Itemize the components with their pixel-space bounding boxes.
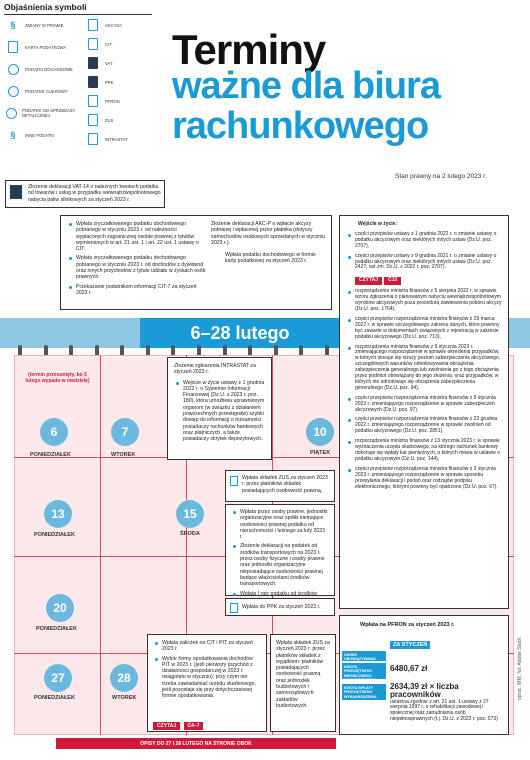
cit-item-2: Wpłata zryczałtowanego podatku dochodowego pobranego w styczniu 2023 r. od dochodów z dywidend oraz innych przychodów z tytułu udziału w zyskach osób prawnych. xyxy=(67,255,207,280)
doc-icon xyxy=(86,132,100,146)
pfron-contribution xyxy=(390,684,505,723)
legend-item xyxy=(86,113,152,127)
vat-icon xyxy=(10,185,22,199)
pfron-contribution-value: 2634,39 zł × liczba pracowników xyxy=(390,682,459,699)
in-force-item: części przepisów rozporządzenia ministra finansów z 29 marca 2022 r. w sprawie szczegółowego zakresu danych, które powinny być zawarte w dokumentach związanych z rejestracją w zakresie podatku akcyzowego (Dz.U. poz. 713), xyxy=(346,317,502,341)
in-force-heading: Wejście w życie: xyxy=(358,221,398,227)
cit-item-3: Przekazanie podatnikom informacji CIT-7 za styczeń 2023 r. xyxy=(67,284,207,297)
legend-item-label: ZMIANY W PRAWIE xyxy=(25,22,64,28)
legend-item xyxy=(86,56,152,70)
legend-item xyxy=(6,106,82,120)
akc-text: Złożenie deklaracji AKC-P o wpłacie akcyzy pobranej i wpłaconej przez płatnika (dotyczy samochodów osobowych sprzedanych w styczniu 2023 r.). xyxy=(211,221,326,246)
czytaj-ref: C4–7 xyxy=(184,722,204,730)
legal-status: Stan prawny na 2 lutego 2023 r. xyxy=(395,173,487,180)
doc-icon xyxy=(86,37,100,51)
legend-item-label: KARTA PODATKOWA xyxy=(25,44,67,50)
pfron-row-label: KWOTA PRZECIĘTNEGO MIESIĘCZNEGO WYNAGRODZENIA xyxy=(342,663,386,679)
pfron-row-label: OKRES OBOWIĄZYWANIA xyxy=(342,651,386,661)
property-tax-box xyxy=(225,504,335,596)
day-28: 28 xyxy=(110,664,138,692)
doc-icon xyxy=(86,18,100,32)
szif-text: Wejście w życie ustawy z 1 grudnia 2022 r. o Systemie Informacji Finansowej (Dz.U. z 2023 r. poz. 180), która umożliwia uprawnionym organom (w związku z działaniem powszechnych przestępstw) szybki dostęp do informacji o tożsamości posiadaczy rachunków bankowych oraz płatniczych, a także posiadaczy skrytek depozytowych. xyxy=(174,380,265,443)
legend-item xyxy=(86,132,152,146)
czytaj-label: CZYTAJ xyxy=(355,277,382,285)
legend-title: Objaśnienia symboli xyxy=(4,2,87,12)
vat14-box xyxy=(5,180,165,208)
karta-text: Wpłata podatku dochodowego w formie karty podatkowej za styczeń 2023 r. xyxy=(225,252,316,265)
in-force-item: części przepisów rozporządzenia ministra finansów z 22 grudnia 2022 r. zmieniającego rozporządzenie w sprawie zwolnień od podatku akcyzowego (Dz.U. poz. 2851), xyxy=(346,417,502,435)
legend-item-label: ZUS xyxy=(105,117,114,123)
cit-pit-item-2: Wybór formy opodatkowania dochodów PIT w 2023 r. (jeśli pierwszy przychód z działalności gospodarczej w 2023 r. osiągnięto w styczniu); przy czym nie trzeba zawiadamiać urzędu skarbowego, jeśli pozostaje się przy dotychczasowej formie opodatkowania. xyxy=(153,656,261,700)
legend-item xyxy=(6,62,82,76)
section-icon: § xyxy=(10,19,16,30)
coin-icon xyxy=(6,106,17,120)
czytaj-badge-1 xyxy=(153,720,203,734)
legend-item-label: PODATEK CUKROWY xyxy=(25,88,68,94)
legend-item-label: PODATKI DOCHODOWE xyxy=(25,66,73,72)
pfron-note: ustalona zgodnie z art. 21 ust. 1 ustawy z 27 sierpnia 1997 r. o rehabilitacji zawodowej i społecznej oraz zatrudnianiu osób niepełnosprawnych (t.j. Dz.U. z 2022 r. poz. 573) xyxy=(390,698,498,722)
legend-item xyxy=(6,40,82,54)
property-tax-item-2: Złożenie deklaracji na podatek od środków transportowych na 2023 r. przez osoby fizyczne i osoby prawne oraz jednostki organizacyjne nieposiadające osobowości prawnej będące właścicielami środków transportowych. xyxy=(231,543,329,587)
day-20-label: PONIEDZIAŁEK xyxy=(36,626,77,632)
person-icon xyxy=(230,603,238,613)
legend-item-label: PFRON xyxy=(105,98,120,104)
zus-icon xyxy=(230,476,238,486)
in-force-item: rozporządzenia ministra finansów z 13 stycznia 2023 r. w sprawie wyznaczenia urzędu skarbowego, na którego rachunek bankowy dokonuje się wpłaty kar pieniężnych, o których mowa w ustawie o podatku akcyzowym (Dz.U. poz. 144), xyxy=(346,439,502,463)
legend-item xyxy=(86,94,152,108)
legend-item xyxy=(86,75,152,89)
legend-item-label: VAT xyxy=(105,60,113,66)
day-27-label: PONIEDZIAŁEK xyxy=(34,695,75,701)
footer-note: OPISY DO 27 I 28 LUTEGO NA STRONIE OBOK xyxy=(56,738,336,749)
card-icon xyxy=(6,40,20,54)
cit-pit-item-1: Wpłata zaliczek na CIT i PIT za styczeń 2023 r. xyxy=(153,640,261,653)
property-tax-item-1: Wpłata przez osoby prawne, jednostki organizacyjne oraz spółki niemające osobowości prawnej podatku od nieruchomości i leśnego za luty 2023 r. xyxy=(231,509,329,540)
ppk-box xyxy=(225,598,335,616)
legend-item-label: INNE PODATKI xyxy=(25,132,55,138)
day-7: 7 xyxy=(111,418,139,446)
day-13: 13 xyxy=(44,500,72,528)
day-15-label: ŚRODA xyxy=(180,531,200,537)
date-range-title: 6–28 lutego xyxy=(140,318,340,348)
coin-icon xyxy=(6,62,20,76)
pfron-salary-value: 6480,67 zł xyxy=(390,664,428,673)
czytaj-ref: C12 xyxy=(384,277,401,285)
legend-item xyxy=(6,84,82,98)
czytaj-badge-2 xyxy=(346,275,502,289)
in-force-item: części przepisów rozporządzenia ministra finansów z 9 stycznia 2023 r. zmieniającego rozporządzenie w sprawie zabezpieczeń akcyzowych (Dz.U. poz. 97), xyxy=(346,396,502,414)
ppk-text: Wpłata do PPK za styczeń 2023 r. xyxy=(242,604,321,610)
pfron-box xyxy=(339,615,509,735)
pfron-column-header: ZA STYCZEŃ xyxy=(390,641,430,649)
day-10-label: PIĄTEK xyxy=(310,450,331,456)
day-15: 15 xyxy=(176,500,204,528)
title-part-b: rachunkowego xyxy=(172,105,429,147)
legend-item-label: AKCYZA xyxy=(105,22,122,28)
in-force-item: części przepisów ustawy z 1 grudnia 2022 r. o zmianie ustawy o podatku akcyzowym oraz niektórych innych ustaw (Dz.U. poz. 2707), xyxy=(346,232,502,250)
day-28-label: WTOREK xyxy=(112,695,137,701)
pfron-row-label: KWOTA WPŁATY PRZECIĘTNEGO WYNAGRODZENIA xyxy=(342,684,386,700)
grid-line xyxy=(100,355,101,735)
in-force-item: rozporządzenia ministra finansów z 5 sierpnia 2022 r. w sprawie wzoru zgłoszenia o planowanym nabyciu wewnątrzwspólnotowym wyrobów akcyzowych poza procedurą zawieszenia poboru akcyzy (Dz.U. poz. 1764), xyxy=(346,289,502,313)
legend-item-label: CIT xyxy=(105,41,112,47)
day-6: 6 xyxy=(40,418,68,446)
property-tax-item-3: Wpłata I raty podatku od środków xyxy=(231,591,329,604)
day-6-label: PONIEDZIAŁEK xyxy=(30,452,71,458)
cit-payments-box xyxy=(60,215,332,310)
title-part-a: ważne dla biura xyxy=(172,65,440,107)
zus-15-text: Wpłata składek ZUS za styczeń 2023 r. przez płatników składek posiadających osobowość prawną. xyxy=(242,475,328,494)
doc-icon xyxy=(86,113,100,127)
legend-item-label: INTRASTAT xyxy=(105,136,128,142)
page-title-line1: Terminy xyxy=(172,26,326,73)
zus-15-box xyxy=(225,470,335,502)
intrastat-box xyxy=(167,357,272,460)
in-force-item: części przepisów ustawy z 9 grudnia 2021 r. o zmianie ustawy o podatku akcyzowym oraz niektórych innych ustaw (Dz.U. poz. 2427; ost.zm. Dz.U. z 2022 r. poz. 2707). xyxy=(346,254,502,272)
day-27: 27 xyxy=(44,664,72,692)
vat-icon xyxy=(86,56,100,70)
cit-pit-20-box xyxy=(147,634,267,732)
legend-item xyxy=(86,18,152,32)
legend-item-label: PODATEK OD SPRZEDAŻY DETALICZNEJ xyxy=(22,108,76,118)
day-20: 20 xyxy=(46,594,74,622)
legend-item-label: PPK xyxy=(105,79,114,85)
shifted-date-note: (termin przesunięty, bo 5 lutego wypada w niedzielę) xyxy=(25,372,90,384)
coin-icon xyxy=(6,84,20,98)
in-force-panel xyxy=(339,215,509,609)
in-force-item: części przepisów rozporządzenia ministra finansów z 3 stycznia 2023 r. zmieniającego rozporządzenie w sprawie sposobu przesyłania deklaracji i podań oraz rodzajów podpisu elektronicznego, którymi powinny być opatrzone (Dz.U. poz. 67). xyxy=(346,467,502,491)
section-icon: § xyxy=(10,129,16,140)
legend-item xyxy=(6,18,82,32)
zus-20-text: Wpłata składek ZUS za styczeń 2023 r. przez płatników składek z wyjątkiem: płatników posiadających osobowość prawną oraz jednostek budżetowych i samorządowych zakładów budżetowych. xyxy=(276,640,330,709)
credit: oprac. MM, fot. Adobe Stock xyxy=(517,637,523,700)
intrastat-text: Złożenie zgłoszenia INTRASTAT za styczeń 2023 r. xyxy=(174,363,256,376)
day-10: 10 xyxy=(306,418,334,446)
legend-item xyxy=(6,128,82,142)
legend-rule xyxy=(4,14,152,15)
in-force-item: rozporządzenia ministra finansów z 9 stycznia 2023 r. zmieniającego rozporządzenie w sprawie określenia przypadków, w których stosuje się niższy poziom zabezpieczenia akcyzowego, szczegółowych warunków odnotowywania obciążenia zabezpieczenia generalnego lub zwolnienia go z tego obciążenia przez podmiot obowiązany do jego złożenia, oraz przypadków, w których nie odnotowuje się obciążenia zabezpieczenia generalnego (Dz.U. poz. 94), xyxy=(346,345,502,392)
doc-icon xyxy=(86,94,100,108)
pfron-title: Wpłata na PFRON za styczeń 2023 r. xyxy=(360,622,455,628)
czytaj-label: CZYTAJ xyxy=(153,722,180,730)
cit-item-1: Wpłata zryczałtowanego podatku dochodowego pobranego w styczniu 2023 r. od należności wypłaconych zagranicznej osobie prawnej z tytułów wymienionych w art. 21 ust. 1 i art. 22 ust. 1 ustawy o CIT. xyxy=(67,221,207,252)
day-13-label: PONIEDZIAŁEK xyxy=(34,532,75,538)
legend-item xyxy=(86,37,152,51)
vat14-text: Złożenie deklaracji VAT-14 o należnych kwotach podatku od towarów i usług w przypadku wewnątrzwspólnotowego nabycia paliw silnikowych za styczeń 2023 r. xyxy=(28,184,161,203)
day-7-label: WTOREK xyxy=(111,452,136,458)
zus-20-box xyxy=(270,634,336,732)
page-title-line2 xyxy=(172,66,440,146)
person-icon xyxy=(86,75,100,89)
